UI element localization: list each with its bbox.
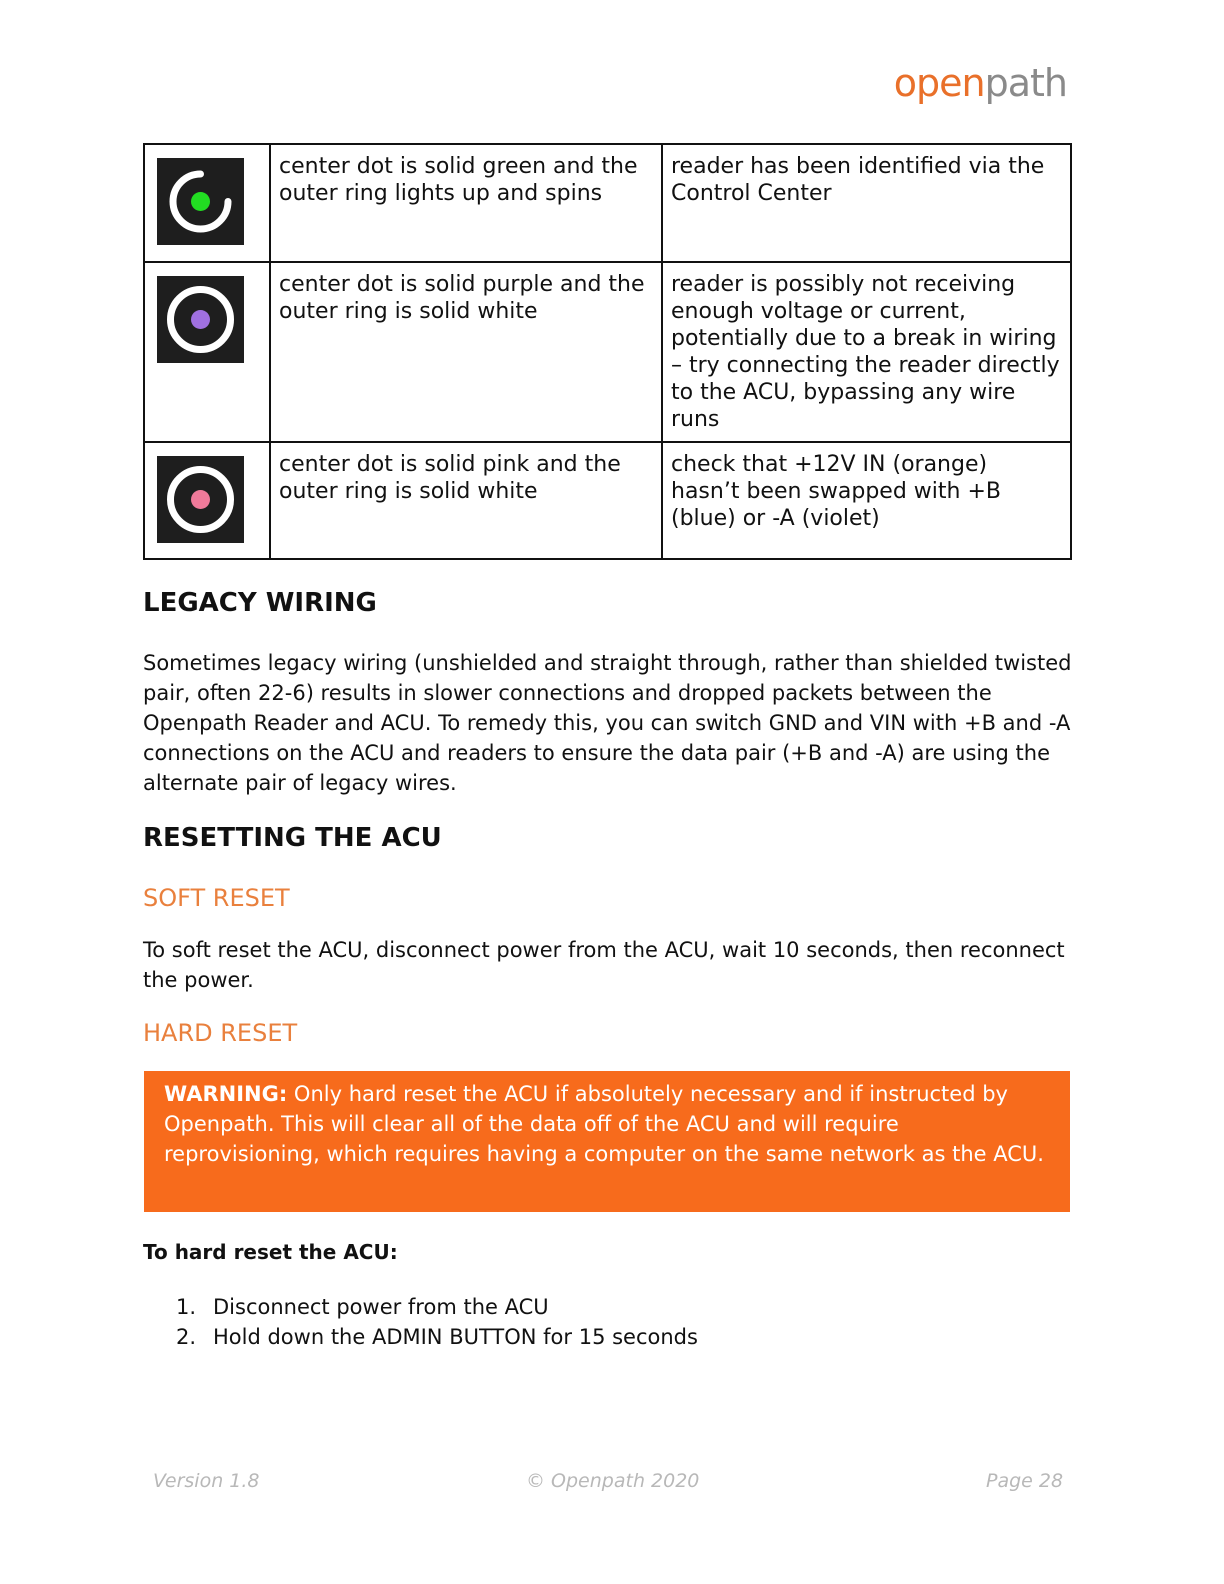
table-row <box>144 442 1071 559</box>
icon-cell <box>144 262 270 442</box>
led-meaning: reader has been identified via the Control Center <box>662 144 1071 262</box>
led-status-table <box>143 143 1072 560</box>
step-number: 1. <box>176 1295 197 1319</box>
step-text: Disconnect power from the ACU <box>213 1295 549 1319</box>
hard-reset-steps <box>176 1292 698 1352</box>
hard-reset-heading: HARD RESET <box>143 1019 298 1047</box>
footer-version: Version 1.8 <box>153 1470 260 1492</box>
list-item <box>176 1322 698 1352</box>
led-dot <box>191 192 210 211</box>
soft-reset-heading: SOFT RESET <box>143 884 290 912</box>
logo-open: open <box>893 61 985 105</box>
led-dot <box>191 310 210 329</box>
led-meaning: check that +12V IN (orange) hasn’t been swapped with +B (blue) or -A (violet) <box>662 442 1071 559</box>
warning-text: Only hard reset the ACU if absolutely necessary and if instructed by Openpath. This will clear all of the data off of the ACU and will require reprovisioning, which requires having a computer on the same network as the ACU. <box>164 1082 1044 1166</box>
legacy-wiring-heading: LEGACY WIRING <box>143 588 377 618</box>
footer-copyright: © Openpath 2020 <box>526 1470 700 1492</box>
footer-page-number: Page 28 <box>986 1470 1064 1492</box>
led-dot <box>191 490 210 509</box>
led-meaning: reader is possibly not receiving enough voltage or current, potentially due to a break in wiring – try connecting the reader directly to the ACU, bypassing any wire runs <box>662 262 1071 442</box>
list-item <box>176 1292 698 1322</box>
hard-reset-steps-heading: To hard reset the ACU: <box>143 1240 398 1264</box>
soft-reset-paragraph: To soft reset the ACU, disconnect power from the ACU, wait 10 seconds, then reconnect the power. <box>143 938 1065 992</box>
table-row <box>144 144 1071 262</box>
led-purple-dot-white-ring-icon <box>157 276 244 363</box>
resetting-acu-heading: RESETTING THE ACU <box>143 823 442 853</box>
icon-cell <box>144 442 270 559</box>
led-pink-dot-white-ring-icon <box>157 456 244 543</box>
table-row <box>144 262 1071 442</box>
led-description: center dot is solid purple and the outer ring is solid white <box>270 262 662 442</box>
warning-box <box>144 1071 1070 1212</box>
step-number: 2. <box>176 1325 197 1349</box>
openpath-logo <box>893 61 1067 105</box>
logo-path: path <box>984 61 1067 105</box>
icon-cell <box>144 144 270 262</box>
led-description: center dot is solid pink and the outer ring is solid white <box>270 442 662 559</box>
warning-label: WARNING: <box>164 1082 288 1106</box>
led-description: center dot is solid green and the outer ring lights up and spins <box>270 144 662 262</box>
led-green-dot-spinning-ring-icon <box>157 158 244 245</box>
step-text: Hold down the ADMIN BUTTON for 15 seconds <box>213 1325 698 1349</box>
legacy-wiring-paragraph: Sometimes legacy wiring (unshielded and straight through, rather than shielded twisted pair, often 22-6) results in slower connections and dropped packets between the Openpath Reader and ACU. To remedy this, you can switch GND and VIN with +B and -A connections on the ACU and readers to ensure the data pair (+B and -A) are using the alternate pair of legacy wires. <box>143 651 1072 795</box>
